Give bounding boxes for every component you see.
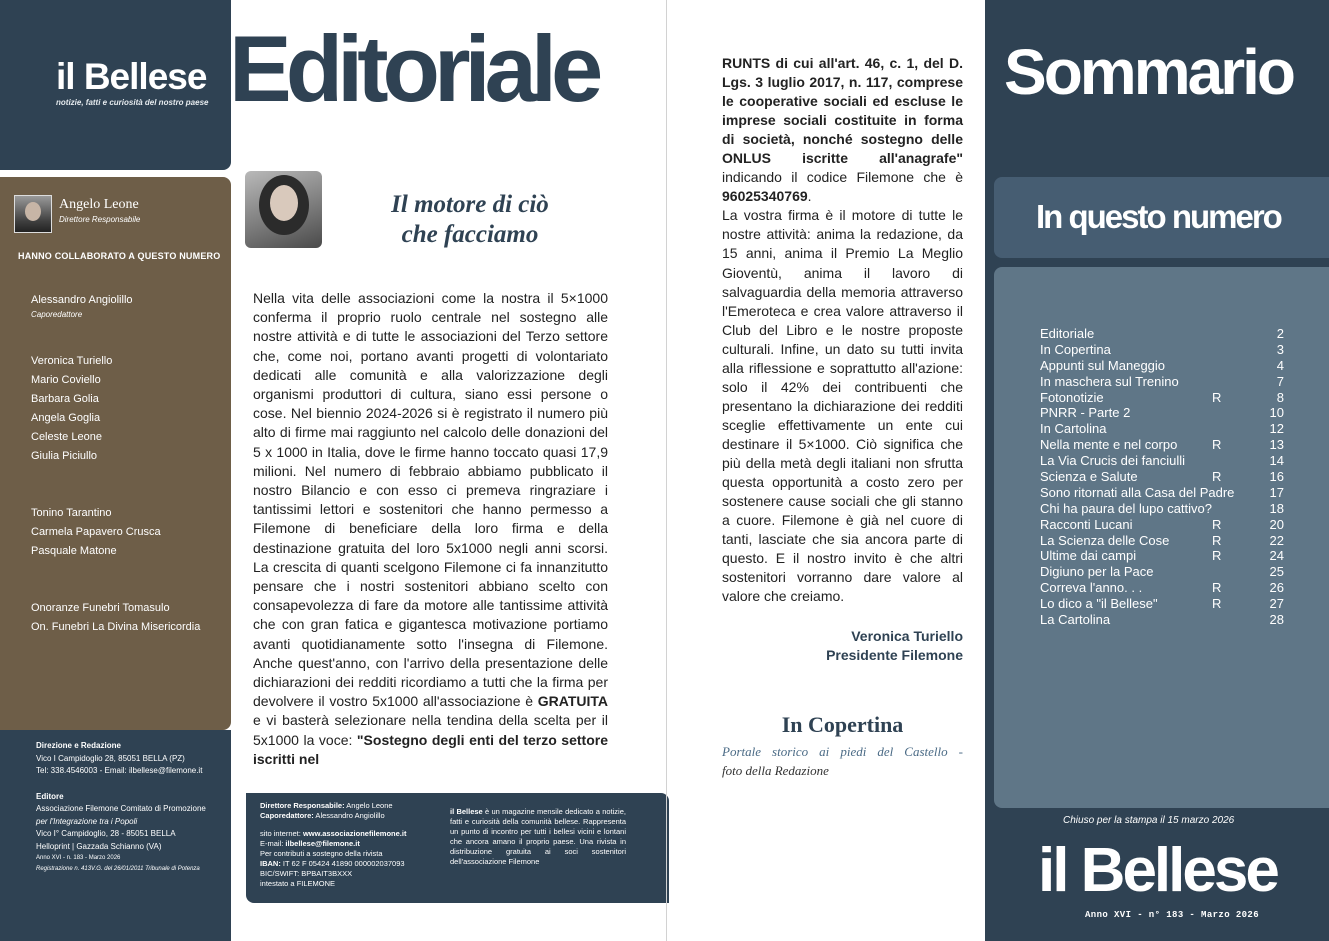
body-text: . [807,188,812,205]
toc-item[interactable] [1040,453,1284,469]
toc-item-title: Correva l'anno. . . [1040,580,1143,596]
issue-number: Anno XVI - n. 183 - Marzo 2026 [36,855,121,861]
toc-item-title: La Via Crucis dei fanciulli [1040,453,1185,469]
body-bold: GRATUITA [537,693,608,710]
footer-logo: il Bellese [1038,836,1277,905]
author-photo [245,171,322,248]
toc-item-title: Racconti Lucani [1040,516,1133,532]
toc-item-page: 3 [1276,341,1284,357]
fiscal-code: 96025340769 [722,188,808,205]
toc-item-title: PNRR - Parte 2 [1040,405,1131,421]
body-text: e vi basterà selezionare nella tendina della scelta per il 5x1000 la voce: [253,712,608,748]
toc-item[interactable] [1040,405,1284,421]
toc-item-rubric: R [1212,516,1222,532]
toc-item-rubric: R [1212,580,1222,596]
colophon-right [450,807,626,867]
toc-item-page: 18 [1269,500,1284,516]
editorial-body [253,289,608,769]
cover-caption-line: foto della Redazione [722,763,829,778]
director-photo [14,195,52,233]
iban-value: IT 62 F 05424 41890 000002037093 [280,859,405,868]
toc-item-page: 17 [1269,484,1284,500]
about-name: il Bellese [450,807,483,816]
toc-item-page: 7 [1276,373,1284,389]
cover-caption [722,742,963,780]
collaborator-item: Tonino Tarantino [31,507,112,519]
cover-title: In Copertina [781,712,904,737]
registration: Registrazione n. 413V.G. del 26/01/2011 Tribunale di Potenza [36,866,200,872]
colophon-left [260,801,440,889]
signature-name: Veronica Turiello [851,628,963,644]
masthead-logo: il Bellese [56,56,207,97]
toc-item-page: 2 [1276,326,1284,341]
toc-item-page: 13 [1269,437,1284,453]
toc-item-page: 28 [1269,612,1284,628]
toc-item[interactable] [1040,533,1284,549]
editore-address: Vico I° Campidoglio, 28 - 85051 BELLA [36,829,176,838]
toc-item-title: In maschera sul Trenino [1040,373,1179,389]
toc-item-title: Ultime dai campi [1040,548,1137,564]
toc-item-rubric: R [1212,437,1222,453]
toc-item-page: 25 [1269,564,1284,580]
direzione-contacts: Tel: 338.4546003 - Email: ilbellese@filemone.it [36,766,203,775]
director-name: Angelo Leone [59,197,139,212]
collaborator-role: Caporedattore [31,310,83,319]
toc-item[interactable] [1040,326,1284,342]
toc-item[interactable] [1040,342,1284,358]
toc-item-page: 26 [1269,580,1284,596]
email-link[interactable]: ilbellese@filemone.it [285,839,360,848]
toc-item-title: Appunti sul Maneggio [1040,357,1166,373]
toc-item-title: La Scienza delle Cose [1040,532,1170,548]
collaborator-item: Pasquale Matone [31,545,117,557]
toc-item-rubric: R [1212,469,1222,485]
editor-value: Alessandro Angiolillo [313,811,385,820]
editore-name-cont: per l'Integrazione tra i Popoli [36,816,138,826]
toc-item-page: 14 [1269,453,1284,469]
toc-item-page: 10 [1269,405,1284,421]
toc-item[interactable] [1040,564,1284,580]
body-bold: "Sostegno degli enti del terzo settore iscritti nel [253,731,608,767]
toc-item[interactable] [1040,517,1284,533]
collaborator-item: Onoranze Funebri Tomasulo [31,602,170,614]
toc-item-page: 20 [1269,516,1284,532]
toc-item[interactable] [1040,469,1284,485]
site-label: sito internet: [260,829,303,838]
issue-info: Anno XVI - n° 183 - Marzo 2026 [1085,910,1260,920]
sommario-subtitle: In questo numero [1036,198,1281,235]
toc-list [1040,326,1284,628]
page-divider [666,0,667,941]
staff-panel [0,177,231,730]
director-label: Direttore Responsabile: [260,801,345,810]
editore-header: Editore [36,791,64,801]
signature [722,627,963,665]
about-text: è un magazine mensile dedicato a notizie, fatti e curiosità della comunità bellese. Rappresenta un punto di incontro per tutti i bellesi vicini e lontani che ancora amano il proprio paese. Una rivista in distribuzione gratuita ai soci sostenitori dell'associazione Filemone [450,807,626,866]
colophon-box [246,793,669,903]
collaborators-header: HANNO COLLABORATO A QUESTO NUMERO [18,251,221,261]
editorial-continued [722,54,963,606]
collaborator-item: On. Funebri La Divina Misericordia [31,621,201,633]
site-link[interactable]: www.associazionefilemone.it [302,829,407,838]
toc-item-title: In Copertina [1040,341,1111,357]
headline-line: Il motore di ciò [391,191,549,218]
section-title: Editoriale [229,16,598,121]
toc-item-title: Chi ha paura del lupo cattivo? [1040,500,1213,516]
toc-item[interactable] [1040,437,1284,453]
collaborator-item: Angela Goglia [31,412,101,424]
editor-label: Caporedattore: [260,811,314,820]
body-bold: RUNTS di cui all'art. 46, c. 1, del D. Lgs. 3 luglio 2017, n. 117, comprese le cooperative sociali ed escluse le imprese sociali costituite in forma di società, nonché sostegno delle ONLUS iscritte all'anagrafe" [722,55,963,167]
masthead-tagline: notizie, fatti e curiosità del nostro paese [56,98,209,107]
collaborator-item: Giulia Piciullo [31,450,98,462]
sommario-title: Sommario [1004,36,1293,108]
collaborators-list [31,291,200,637]
toc-item-rubric: R [1212,596,1222,612]
toc-item[interactable] [1040,374,1284,390]
signature-role: Presidente Filemone [826,647,963,663]
toc-item[interactable] [1040,358,1284,374]
masthead-logo-box [0,0,231,170]
toc-item-title: In Cartolina [1040,421,1107,437]
contacts-panel [0,730,231,941]
toc-item-page: 4 [1276,357,1284,373]
direzione-header: Direzione e Redazione [36,741,121,750]
toc-item[interactable] [1040,390,1284,406]
toc-item[interactable] [1040,612,1284,628]
toc-item[interactable] [1040,596,1284,612]
editorial-headline [355,190,585,250]
bic-value: BIC/SWIFT: BPBAIT3BXXX [260,869,353,878]
toc-item[interactable] [1040,548,1284,564]
body-text: indicando il codice Filemone che è [722,169,963,186]
toc-item-title: Fotonotizie [1040,389,1104,405]
toc-item-page: 22 [1269,532,1284,548]
headline-line: che facciamo [401,221,539,248]
toc-item[interactable] [1040,421,1284,437]
support-text: Per contributi a sostegno della rivista [260,849,383,858]
director-role: Direttore Responsabile [59,215,141,224]
toc-item-title: Nella mente e nel corpo [1040,437,1178,453]
toc-item-rubric: R [1212,532,1222,548]
collaborator-item: Barbara Golia [31,393,99,405]
cover-caption-line: Portale storico ai piedi del Castello - [722,744,963,759]
editore-name: Associazione Filemone Comitato di Promozione [36,804,206,813]
collaborator-item: Mario Coviello [31,374,101,386]
toc-item-page: 12 [1269,421,1284,437]
toc-item[interactable] [1040,580,1284,596]
toc-item-title: Lo dico a "il Bellese" [1040,596,1158,612]
toc-item-page: 16 [1269,469,1284,485]
toc-item-title: Editoriale [1040,326,1095,341]
toc-item-page: 27 [1269,596,1284,612]
collaborator-item: Carmela Papavero Crusca [31,526,161,538]
toc-item-title: Scienza e Salute [1040,469,1138,485]
body-paragraph: La vostra firma è il motore di tutte le nostre attività: anima la redazione, da 15 anni, anima il Premio La Meglio Gioventù, anima il lavoro di salvaguardia della memoria attraverso l'Emeroteca e crea valore attraverso il Club del Libro e le nostre proposte culturali. Infine, un dato su tutti invita alla riflessione e soprattutto all'azione: solo il 42% dei contribuenti che presentano la dichiarazione dei redditi sceglie effettivamente un ente cui destinare il 5×1000. Ciò significa che più della metà degli italiani non sfrutta questa opportunità a costo zero per sostenere cause sociali che gli stanno a cuore. Filemone è già nel cuore di tanti, lasciate che sia ancora parte di questo. E il nostro invito è che altri sostenitori vorranno dare valore al valore che creiamo. [722,207,963,605]
toc-item[interactable] [1040,485,1284,501]
director-value: Angelo Leone [344,801,393,810]
toc-item-rubric: R [1212,389,1222,405]
collaborator-item: Veronica Turiello [31,355,113,367]
toc-item-title: Digiuno per la Pace [1040,564,1154,580]
email-label: E-mail: [260,839,286,848]
toc-item[interactable] [1040,501,1284,517]
toc-item-page: 8 [1276,389,1284,405]
toc-item-title: Sono ritornati alla Casa del Padre [1040,484,1235,500]
collaborator-item: Celeste Leone [31,431,102,443]
account-holder: intestato a FILEMONE [260,879,336,888]
collaborator-item: Alessandro Angiolillo [31,294,133,306]
direzione-address: Vico I Campidoglio 28, 85051 BELLA (PZ) [36,753,185,763]
print-date: Chiuso per la stampa il 15 marzo 2026 [1063,815,1235,826]
editore-printer: Helloprint | Gazzada Schianno (VA) [36,841,162,851]
toc-item-title: La Cartolina [1040,612,1111,628]
toc-item-page: 24 [1269,548,1284,564]
toc-item-rubric: R [1212,548,1222,564]
iban-label: IBAN: [260,859,281,868]
body-text: Nella vita delle associazioni come la nostra il 5×1000 conferma il proprio ruolo centrale nel sostegno alle nostre attività e di tutte le associazioni del Terzo settore che, come noi, portano avanti progetti di volontariato dedicati alle comunità e alla valorizzazione degli organismi produttori di cultura, siano essi persone o cose. Nel biennio 2024-2026 si è registrato il numero più alto di firme mai raggiunto nel calcolo delle donazioni del 5 x 1000 in Italia, dove le firme hanno toccato quasi 17,9 milioni. Nel numero di febbraio abbiamo pubblicato il nostro Bilancio e con esso ci premeva ringraziare i tantissimi lettori e sostenitori che hanno permesso a Filemone di beneficiare della loro firma e della destinazione gratuita del loro 5x1000 negli anni scorsi. La crescita di quanti scelgono Filemone ci fa innanzitutto pensare che i nostri sostenitori abbiano scelto con consapevolezza di fare da motore alle tantissime attività che con gran fatica e gigantesca motivazione portiamo avanti quotidianamente sotto l'insegna di Filemone. Anche quest'anno, con l'arrivo della presentazione delle dichiarazioni dei redditi ricordiamo a tutti che la firma per devolvere il vostro 5x1000 all'associazione è [253,290,608,710]
